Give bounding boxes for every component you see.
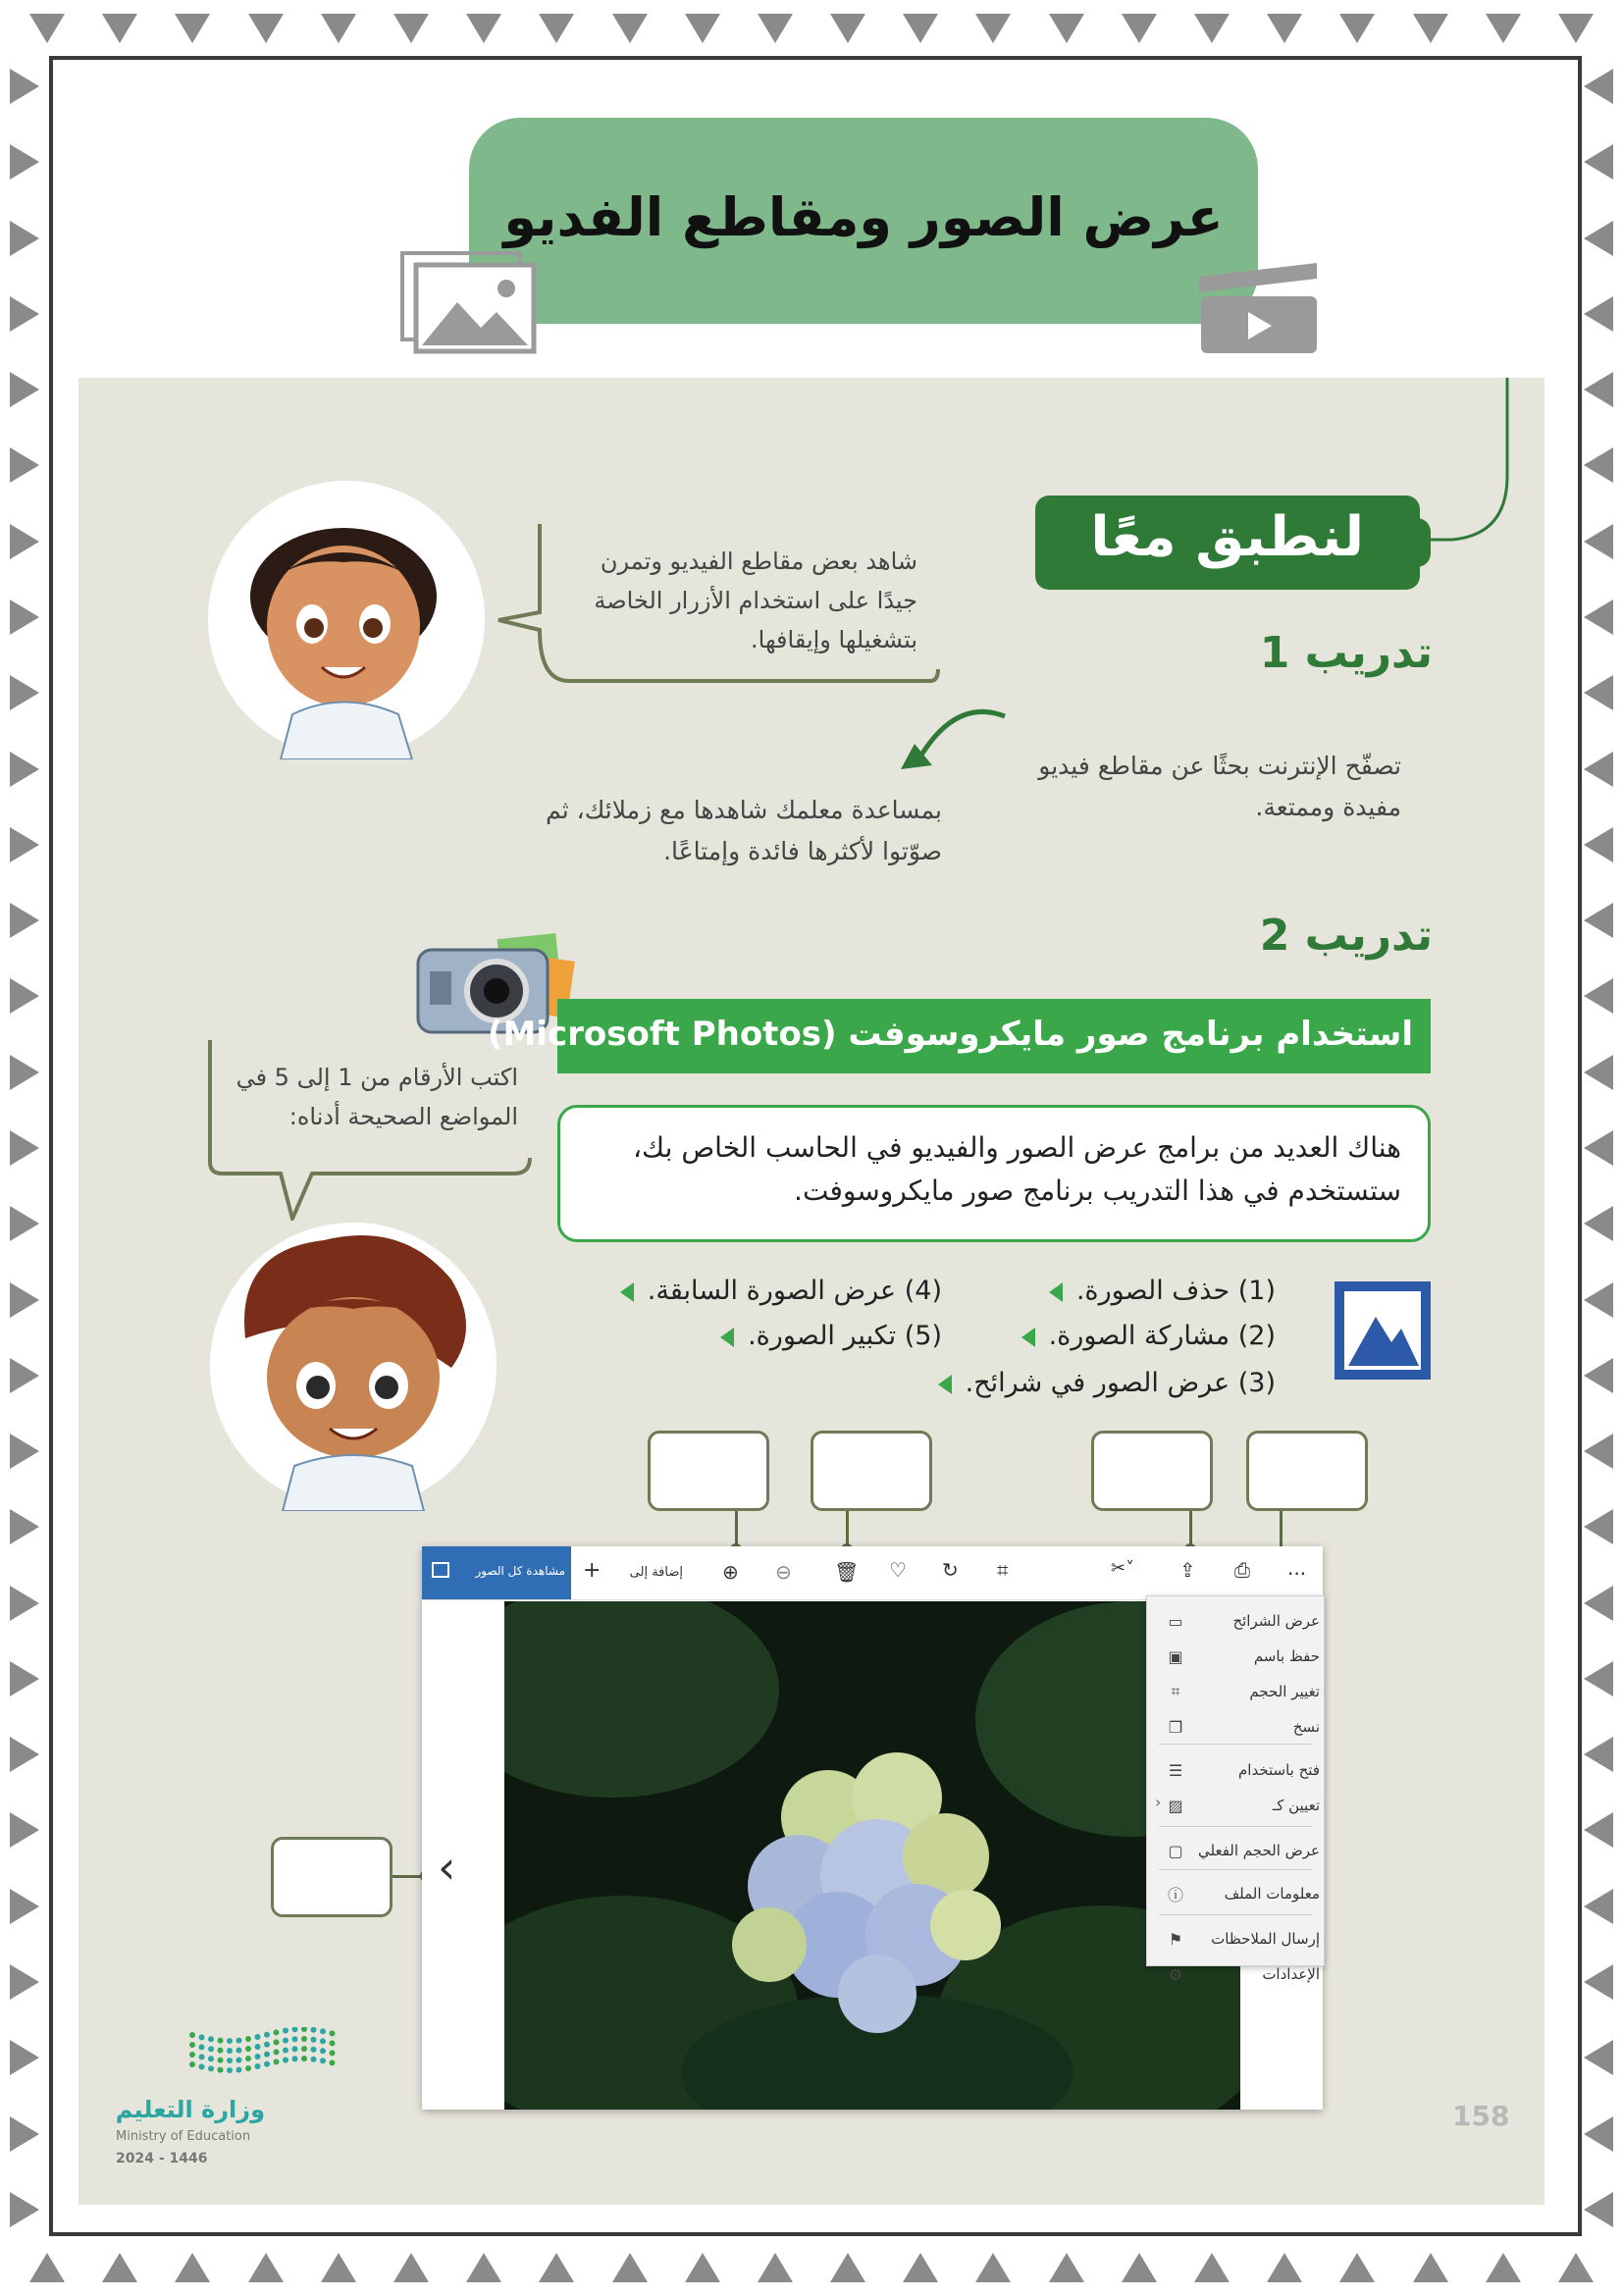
border-triangle: [1339, 14, 1375, 43]
border-triangle: [10, 69, 39, 104]
border-triangle: [612, 2253, 648, 2282]
intro-text: هناك العديد من برامج عرض الصور والفيديو في الحاسب الخاص بك، ستستخدم في هذا التدريب برنامج صور مايكروسوفت.: [632, 1131, 1401, 1207]
border-triangle: [175, 14, 210, 43]
set-as-icon: ▨: [1168, 1796, 1183, 1815]
bottom-border: [0, 2253, 1623, 2282]
border-triangle: [830, 14, 865, 43]
ministry-logo-icon: [186, 2027, 343, 2082]
border-triangle: [1267, 14, 1302, 43]
border-triangle: [466, 2253, 501, 2282]
menu-separator: [1159, 1826, 1312, 1827]
page-title: عرض الصور ومقاطع الفديو: [503, 186, 1224, 248]
menu-item-label: إرسال الملاحظات: [1211, 1930, 1320, 1948]
border-triangle: [10, 1737, 39, 1772]
border-triangle: [1122, 14, 1157, 43]
border-triangle: [10, 600, 39, 635]
border-triangle: [10, 1889, 39, 1924]
option-3-text: (3) عرض الصور في شرائح.: [965, 1368, 1276, 1398]
menu-item[interactable]: [1147, 1922, 1324, 1956]
border-triangle: [1486, 14, 1521, 43]
border-triangle: [1122, 2253, 1157, 2282]
border-triangle: [10, 1586, 39, 1621]
border-triangle: [1584, 1055, 1613, 1090]
border-triangle: [10, 296, 39, 332]
save-icon: ▣: [1168, 1646, 1183, 1666]
bullet-icon: [938, 1375, 952, 1394]
left-border: [10, 0, 39, 2296]
menu-item-label: فتح باستخدام: [1238, 1761, 1320, 1779]
zoom-out-icon[interactable]: ⊖: [775, 1560, 792, 1584]
option-2-text: (2) مشاركة الصورة.: [1048, 1321, 1276, 1351]
exercise1-followup: بمساعدة معلمك شاهدها مع زملائك، ثم صوّتوا لأكثرها فائدة وإمتاعًا.: [546, 796, 942, 865]
border-triangle: [1584, 1889, 1613, 1924]
border-triangle: [903, 14, 938, 43]
menu-item-label: عرض الحجم الفعلي: [1197, 1842, 1320, 1859]
border-triangle: [1584, 1964, 1613, 2000]
feedback-icon: ⚑: [1168, 1929, 1183, 1949]
menu-separator: [1159, 1869, 1312, 1870]
info-icon: ⓘ: [1167, 1885, 1183, 1905]
ministry-name-en: Ministry of Education: [116, 2129, 251, 2144]
border-triangle: [1584, 1434, 1613, 1469]
border-triangle: [1584, 2040, 1613, 2075]
border-triangle: [10, 1358, 39, 1393]
option-3: [942, 1368, 1276, 1398]
border-triangle: [830, 2253, 865, 2282]
border-triangle: [758, 14, 793, 43]
menu-item[interactable]: [1147, 1640, 1324, 1673]
delete-icon[interactable]: 🗑: [834, 1560, 860, 1584]
menu-item[interactable]: [1147, 1877, 1324, 1910]
border-triangle: [10, 2116, 39, 2152]
border-triangle: [10, 447, 39, 483]
print-icon[interactable]: ⎙: [1234, 1558, 1250, 1582]
border-triangle: [1584, 1130, 1613, 1166]
option-1-text: (1) حذف الصورة.: [1075, 1276, 1276, 1306]
copy-icon: ❐: [1168, 1717, 1183, 1737]
zoom-in-icon[interactable]: ⊕: [722, 1560, 739, 1584]
border-triangle: [10, 1964, 39, 2000]
answer-box-share[interactable]: [1091, 1431, 1213, 1511]
border-triangle: [10, 675, 39, 710]
border-triangle: [1584, 2192, 1613, 2227]
view-all-label: مشاهدة كل الصور: [475, 1564, 565, 1578]
menu-item[interactable]: [1147, 1957, 1324, 1991]
border-triangle: [1584, 827, 1613, 862]
menu-item-label: معلومات الملف: [1224, 1885, 1320, 1903]
border-triangle: [612, 14, 648, 43]
border-triangle: [10, 1055, 39, 1090]
border-triangle: [758, 2253, 793, 2282]
menu-item-label: حفظ باسم: [1253, 1647, 1320, 1665]
menu-item[interactable]: [1147, 1834, 1324, 1867]
border-triangle: [1584, 903, 1613, 938]
actual-size-icon: ▢: [1168, 1841, 1183, 1860]
border-triangle: [10, 144, 39, 180]
border-triangle: [1584, 1509, 1613, 1544]
border-triangle: [1584, 1206, 1613, 1241]
menu-item-label: تغيير الحجم: [1249, 1683, 1320, 1700]
girl-speech-text: شاهد بعض مقاطع الفيديو وتمرن جيدًا على استخدام الأزرار الخاصة بتشغيلها وإيقافها.: [594, 548, 917, 653]
favorite-icon[interactable]: ♡: [889, 1558, 907, 1582]
more-menu: [1146, 1595, 1325, 1984]
edit-icon[interactable]: ✂˅: [1111, 1558, 1135, 1579]
bullet-icon: [620, 1282, 634, 1302]
border-triangle: [1486, 2253, 1521, 2282]
border-triangle: [248, 14, 284, 43]
border-triangle: [1584, 1737, 1613, 1772]
open-with-icon: ☰: [1168, 1760, 1183, 1780]
border-triangle: [1194, 14, 1230, 43]
border-triangle: [393, 2253, 429, 2282]
exercise1-heading: تدريب 1: [1259, 628, 1433, 678]
bullet-icon: [1021, 1328, 1035, 1347]
more-icon[interactable]: ...: [1287, 1556, 1307, 1580]
menu-separator: [1159, 1914, 1312, 1915]
menu-item-label: الإعدادات: [1262, 1965, 1320, 1983]
answer-box-zoom[interactable]: [648, 1431, 769, 1511]
border-triangle: [1584, 1282, 1613, 1318]
border-triangle: [1267, 2253, 1302, 2282]
menu-separator: [1159, 1744, 1312, 1745]
exercise1-task: تصفّح الإنترنت بحثًا عن مقاطع فيديو مفيدة وممتعة.: [1038, 752, 1401, 821]
plus-icon: +: [583, 1558, 602, 1583]
answer-box-previous[interactable]: [271, 1837, 393, 1917]
hydrangea-photo: [504, 1601, 1240, 2110]
border-triangle: [10, 1206, 39, 1241]
border-triangle: [10, 372, 39, 407]
exercise2-banner-label: استخدام برنامج صور مايكروسوفت (Microsoft Photos): [487, 1015, 1413, 1054]
border-triangle: [1584, 1661, 1613, 1696]
menu-item[interactable]: [1147, 1753, 1324, 1787]
border-triangle: [1413, 2253, 1448, 2282]
border-triangle: [685, 14, 720, 43]
border-triangle: [321, 14, 356, 43]
border-triangle: [1339, 2253, 1375, 2282]
photos-app-window: [422, 1546, 1323, 2110]
previous-arrow-icon[interactable]: ‹: [438, 1841, 456, 1894]
view-all-button[interactable]: [422, 1546, 571, 1599]
ministry-name-ar: وزارة التعليم: [115, 2096, 265, 2123]
exercise2-heading: تدريب 2: [1259, 911, 1433, 961]
menu-item-label: عرض الشرائح: [1232, 1612, 1320, 1630]
border-triangle: [1413, 14, 1448, 43]
answer-box-delete[interactable]: [811, 1431, 932, 1511]
boy-speech-text: اكتب الأرقام من 1 إلى 5 في المواضع الصحيحة أدناه:: [236, 1064, 518, 1130]
boy-avatar: [206, 1221, 500, 1511]
answer-box-slideshow[interactable]: [1246, 1431, 1368, 1511]
border-triangle: [175, 2253, 210, 2282]
border-triangle: [1049, 14, 1084, 43]
border-triangle: [1584, 675, 1613, 710]
border-triangle: [539, 14, 574, 43]
menu-item[interactable]: [1147, 1710, 1324, 1744]
curved-arrow-icon: [895, 704, 1013, 783]
section-tag-label: لنطبق معًا: [1090, 505, 1364, 569]
border-triangle: [466, 14, 501, 43]
page-number: 158: [1452, 2100, 1510, 2132]
add-to-button[interactable]: [581, 1558, 689, 1586]
border-triangle: [10, 903, 39, 938]
option-2: [981, 1321, 1276, 1351]
border-triangle: [102, 2253, 137, 2282]
border-triangle: [1584, 447, 1613, 483]
connector-line: [1413, 378, 1550, 554]
border-triangle: [1584, 221, 1613, 256]
gallery-icon: [432, 1562, 449, 1578]
border-triangle: [10, 1812, 39, 1848]
border-triangle: [393, 14, 429, 43]
photos-app-icon: [1335, 1281, 1431, 1380]
option-1: [981, 1276, 1276, 1306]
add-to-label: إضافة إلى: [629, 1565, 683, 1580]
settings-icon: ⚙: [1168, 1964, 1183, 1984]
border-triangle: [10, 752, 39, 787]
share-icon[interactable]: ⇪: [1179, 1558, 1196, 1582]
bullet-icon: [1049, 1282, 1063, 1302]
border-triangle: [1584, 600, 1613, 635]
border-triangle: [10, 524, 39, 559]
border-triangle: [10, 1509, 39, 1544]
border-triangle: [539, 2253, 574, 2282]
border-triangle: [248, 2253, 284, 2282]
border-triangle: [102, 14, 137, 43]
border-triangle: [321, 2253, 356, 2282]
border-triangle: [1584, 144, 1613, 180]
right-border: [1584, 0, 1613, 2296]
border-triangle: [10, 1434, 39, 1469]
section-tag-notch: [1405, 518, 1431, 567]
border-triangle: [10, 827, 39, 862]
border-triangle: [1584, 524, 1613, 559]
border-triangle: [10, 2192, 39, 2227]
menu-item[interactable]: [1147, 1675, 1324, 1708]
chevron-icon: ›: [1155, 1793, 1162, 1811]
border-triangle: [1584, 69, 1613, 104]
menu-item[interactable]: [1147, 1789, 1324, 1822]
border-triangle: [975, 14, 1011, 43]
border-triangle: [1584, 1586, 1613, 1621]
border-triangle: [10, 2040, 39, 2075]
border-triangle: [10, 1282, 39, 1318]
border-triangle: [1584, 1812, 1613, 1848]
slideshow-icon: ▭: [1168, 1611, 1183, 1631]
border-triangle: [1584, 2116, 1613, 2152]
resize-icon: ⌗: [1171, 1682, 1180, 1700]
border-triangle: [1584, 1358, 1613, 1393]
image-icon: [400, 251, 538, 357]
option-4-text: (4) عرض الصورة السابقة.: [647, 1276, 942, 1306]
girl-avatar: [206, 479, 487, 759]
border-triangle: [10, 221, 39, 256]
border-triangle: [1584, 752, 1613, 787]
border-triangle: [903, 2253, 938, 2282]
border-triangle: [10, 1130, 39, 1166]
ministry-year: 2024 - 1446: [116, 2151, 208, 2166]
menu-item-label: تعيين كـ: [1272, 1797, 1320, 1814]
border-triangle: [1194, 2253, 1230, 2282]
border-triangle: [1584, 296, 1613, 332]
border-triangle: [685, 2253, 720, 2282]
option-5: [608, 1321, 942, 1351]
rotate-icon[interactable]: ↻: [942, 1558, 959, 1582]
bullet-icon: [720, 1328, 734, 1347]
menu-item-label: نسخ: [1292, 1718, 1320, 1736]
border-triangle: [1584, 372, 1613, 407]
video-icon: [1199, 263, 1321, 357]
border-triangle: [1584, 978, 1613, 1014]
crop-icon[interactable]: ⌗: [997, 1558, 1009, 1582]
top-border: [0, 14, 1623, 43]
border-triangle: [975, 2253, 1011, 2282]
border-triangle: [1049, 2253, 1084, 2282]
option-5-text: (5) تكبير الصورة.: [748, 1321, 942, 1351]
border-triangle: [10, 1661, 39, 1696]
banner-cap: [1411, 999, 1431, 1073]
menu-item[interactable]: [1147, 1604, 1324, 1638]
option-4: [608, 1276, 942, 1306]
border-triangle: [10, 978, 39, 1014]
